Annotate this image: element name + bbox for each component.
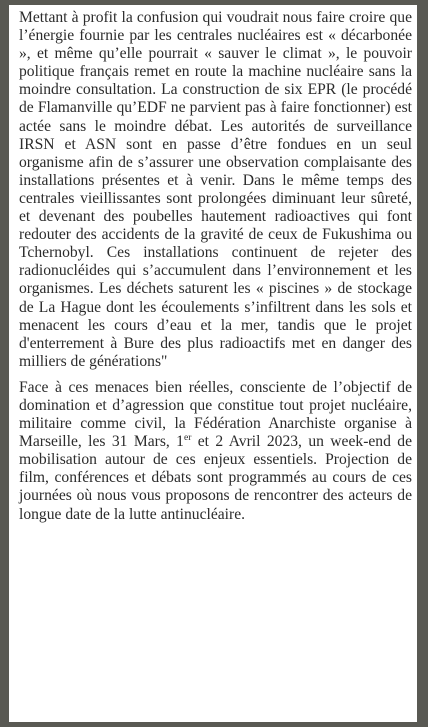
article-body — [19, 9, 412, 524]
event-text-after: et 2 Avril 2023, un week-end de mobilisation autour de ces enjeux essentiels. Projection de film, conférences et débats sont programmés au cours de ces journées où nous vous proposons de rencontrer des acteurs de longue date de la lutte antinucléaire. — [19, 433, 412, 523]
event-text-before: Face à ces menaces bien réelles, consciente de l’objectif de domination et d’agression que constitue tout projet nucléaire, militaire comme civil, la Fédération Anarchiste organise à Marseille, les 31 Mars, 1 — [19, 378, 412, 451]
paragraph-nuclear-policy: Mettant à profit la confusion qui voudrait nous faire croire que l’énergie fournie par les centrales nucléaires est « décarbonée », et même qu’elle pourrait « sauver le climat », le pouvoir politique français remet en route la machine nucléaire sans la moindre consultation. La construction de six EPR (le procédé de Flamanville qu’EDF ne parvient pas à faire fonctionner) est actée sans le moindre débat. Les autorités de surveillance IRSN et ASN sont en passe d’être fondues en un seul organisme afin de s’assurer une observation complaisante des installations présentes et à venir. Dans le même temps des centrales vieillissantes sont prolongées diminuant leur sûreté, et devenant des poubelles hautement radioactives qui font redouter des accidents de la gravité de ceux de Fukushima ou Tchernobyl. Ces installations continuent de rejeter des radionucléides qui s’accumulent dans l’environnement et les organismes. Les déchets saturent les « piscines » de stockage de La Hague dont les écoulements s’infiltrent dans les sols et menacent les cours d’eau et la mer, tandis que le projet d'enterrement à Bure des plus radioactifs met en danger des milliers de générations" — [19, 9, 412, 370]
ordinal-superscript: er — [183, 433, 192, 444]
paragraph-event-announcement — [19, 379, 412, 524]
